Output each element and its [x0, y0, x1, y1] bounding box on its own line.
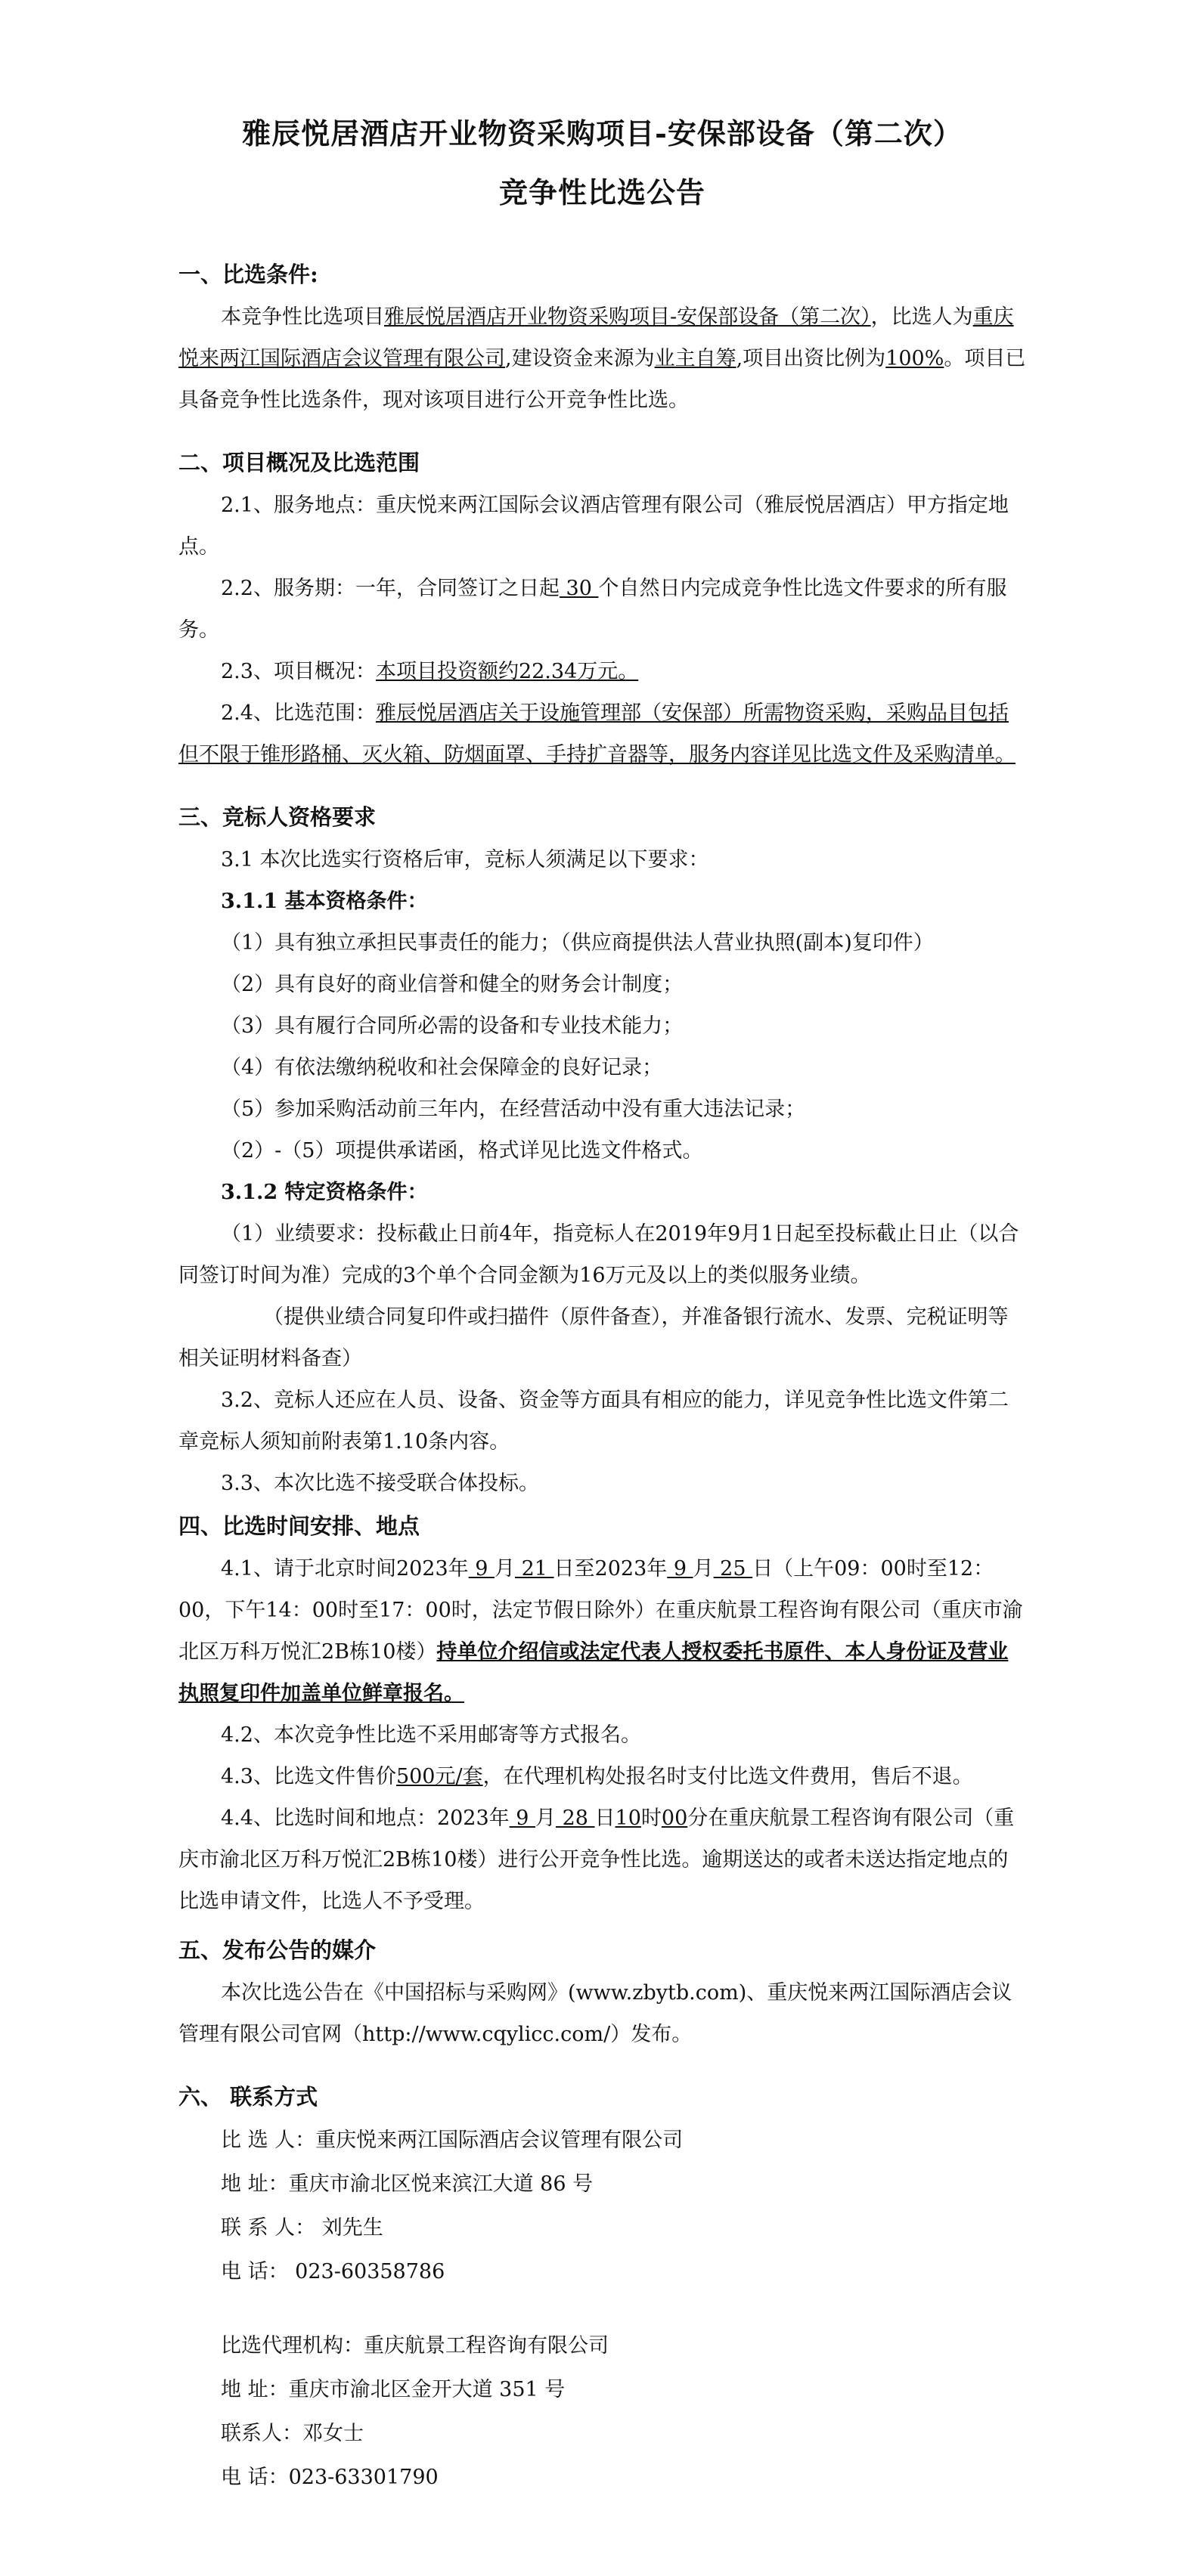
contact-row: 地 址：重庆市渝北区悦来滨江大道 86 号 [221, 2172, 594, 2196]
registration-time: 4.1、请于北京时间2023年 9 月 21 日至2023年 9 月 25 日（上午09：00时至12：00，下午14：00时至17：00时，法定节假日除外）在重庆航景工程咨询有限公司（重庆市渝北区万科万悦汇2B栋10楼）持单位介绍信或法定代表人授权委托书原件、本人身份证及营业执照复印件加盖单位鲜章报名。 [178, 1557, 1023, 1705]
section-1-heading: 一、比选条件: [178, 262, 318, 287]
basic-qualification-heading: 3.1.1 基本资格条件： [221, 890, 428, 913]
contact-row: 比 选 人：重庆悦来两江国际酒店会议管理有限公司 [221, 2129, 684, 2152]
doc-subtitle: 竞争性比选公告 [498, 175, 705, 209]
document-price: 4.3、比选文件售价500元/套，在代理机构处报名时支付比选文件费用，售后不退。 [221, 1765, 973, 1788]
agent-contact [178, 2324, 1026, 2500]
scope: 2.4、比选范围：雅辰悦居酒店关于设施管理部（安保部）所需物资采购，采购品目包括但不限于锥形路桶、灭火箱、防烟面罩、手持扩音器等，服务内容详见比选文件及采购清单。 [178, 701, 1016, 766]
publication-media: 本次比选公告在《中国招标与采购网》(www.zbytb.com)、重庆悦来两江国际酒店会议管理有限公司官网（http://www.cqylicc.com/）发布。 [178, 1981, 1012, 2046]
contact-row: 电 话： 023-60358786 [221, 2260, 445, 2283]
basic-item: （5）参加采购活动前三年内，在经营活动中没有重大违法记录； [221, 1098, 806, 1121]
section-2-heading: 二、项目概况及比选范围 [178, 450, 420, 475]
contact-row: 比选代理机构：重庆航景工程咨询有限公司 [221, 2334, 609, 2358]
contact-row: 电 话：023-63301790 [221, 2466, 439, 2489]
fund-source: 业主自筹 [654, 347, 736, 370]
basic-item: （2）具有良好的商业信誉和健全的财务会计制度； [221, 973, 684, 996]
basic-item: （1）具有独立承担民事责任的能力；（供应商提供法人营业执照(副本)复印件） [221, 931, 934, 955]
selection-time-place: 4.4、比选时间和地点：2023年 9 月 28 日10时00分在重庆航景工程咨询有限公司（重庆市渝北区万科万悦汇2B栋10楼）进行公开竞争性比选。逾期送达的或者未送达指定地点的比选申请文件，比选人不予受理。 [178, 1807, 1015, 1913]
special-qualification-heading: 3.1.2 特定资格条件： [221, 1181, 428, 1204]
buyer-contact [178, 2119, 1026, 2294]
basic-item: （2）-（5）项提供承诺函，格式详见比选文件格式。 [221, 1139, 703, 1163]
section-4-heading: 四、比选时间安排、地点 [178, 1513, 420, 1539]
buyer-name: 重庆悦来两江国际酒店会议管理有限公司 [178, 305, 1014, 370]
project-overview: 2.3、项目概况：本项目投资额约22.34万元。 [221, 660, 639, 683]
service-period: 2.2、服务期：一年，合同签订之日起 30 个自然日内完成竞争性比选文件要求的所有服务。 [178, 577, 1007, 642]
basic-item: （4）有依法缴纳税收和社会保障金的良好记录； [221, 1056, 663, 1079]
no-mail-registration: 4.2、本次竞争性比选不采用邮寄等方式报名。 [221, 1723, 641, 1747]
contact-row: 地 址：重庆市渝北区金开大道 351 号 [221, 2378, 566, 2401]
doc-title: 雅辰悦居酒店开业物资采购项目-安保部设备（第二次） [242, 116, 963, 150]
performance-requirement: （1）业绩要求：投标截止日前4年，指竞标人在2019年9月1日起至投标截止日止（以合同签订时间为准）完成的3个单个合同金额为16万元及以上的类似服务业绩。 [178, 1222, 1019, 1287]
service-location: 2.1、服务地点：重庆悦来两江国际会议酒店管理有限公司（雅辰悦居酒店）甲方指定地点。 [178, 494, 1009, 559]
section-3-heading: 三、竞标人资格要求 [178, 804, 377, 830]
no-consortium: 3.3、本次比选不接受联合体投标。 [221, 1472, 539, 1495]
basic-item: （3）具有履行合同所必需的设备和专业技术能力； [221, 1014, 684, 1038]
contact-row: 联 系 人： 刘先生 [221, 2216, 383, 2240]
performance-proof: （提供业绩合同复印件或扫描件（原件备查），并准备银行流水、发票、完税证明等相关证明材料备查） [178, 1305, 1009, 1370]
project-name: 雅辰悦居酒店开业物资采购项目-安保部设备（第二次） [384, 305, 871, 329]
qualification-intro: 3.1 本次比选实行资格后审，竞标人须满足以下要求： [221, 848, 709, 872]
contact-row: 联系人：邓女士 [221, 2422, 364, 2445]
section-1-paragraph: 本竞争性比选项目雅辰悦居酒店开业物资采购项目-安保部设备（第二次），比选人为重庆悦来两江国际酒店会议管理有限公司,建设资金来源为业主自筹,项目出资比例为100%。项目已具备竞争性比选条件，现对该项目进行公开竞争性比选。 [178, 305, 1026, 412]
fund-ratio: 100% [885, 347, 944, 370]
section-5-heading: 五、发布公告的媒介 [178, 1937, 377, 1963]
capability-requirement: 3.2、竞标人还应在人员、设备、资金等方面具有相应的能力，详见竞争性比选文件第二章竞标人须知前附表第1.10条内容。 [178, 1389, 1009, 1454]
section-6-heading: 六、 联系方式 [178, 2084, 318, 2110]
